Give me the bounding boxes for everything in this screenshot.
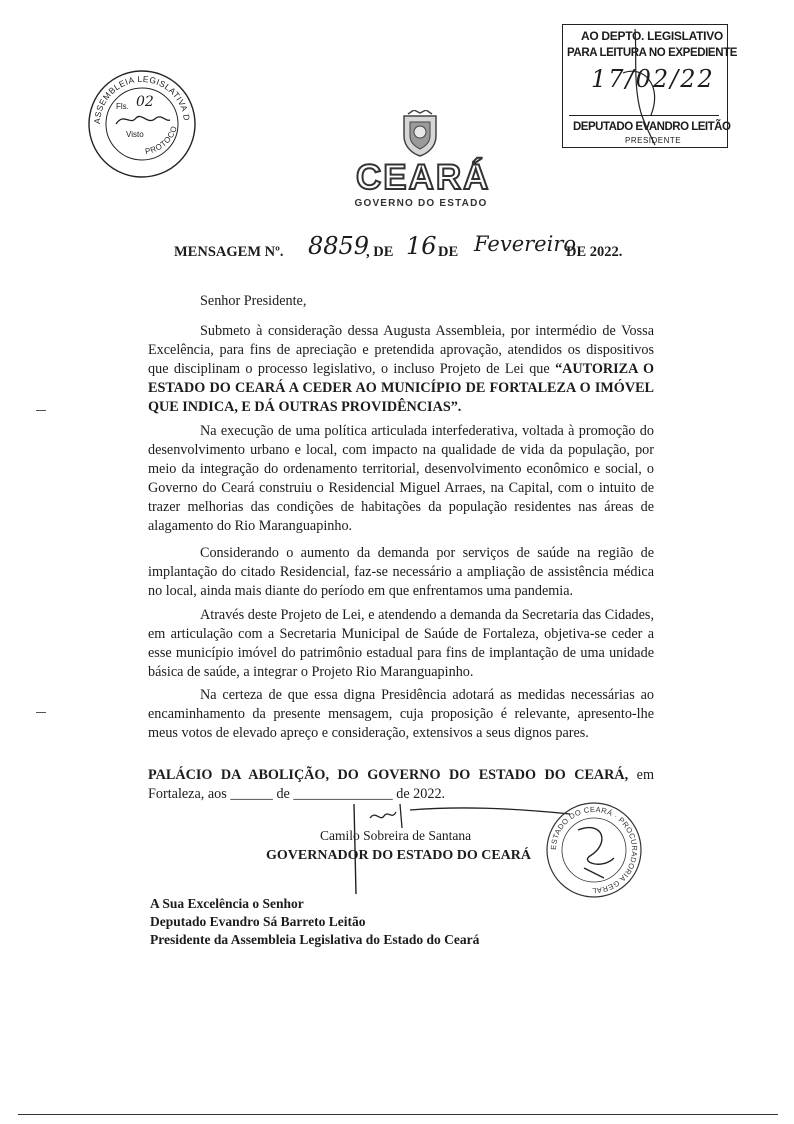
state-title: CEARÁ: [356, 158, 491, 197]
message-de2: DE: [438, 244, 459, 260]
paragraph-2: Na execução de uma política articulada interfederativa, voltada à promoção do desenvolvimento urbano e local, com impacto na qualidade de vida da população, por meio da integração do ordenamento territorial, desenvolvimento econômico e social, o Governo do Ceará construiu o Residencial Miguel Arraes, na Capital, com o intuito de trazer melhorias das condições de habitações da população residentes nas áreas de alagamento do Rio Maranguapinho.: [148, 423, 654, 534]
protocol-ring-text: ASSEMBLEIA LEGISLATIVA D: [91, 73, 192, 125]
receipt-stamp-date: 17/02/22: [591, 65, 715, 93]
margin-mark: [36, 712, 46, 713]
coat-of-arms-icon: [398, 110, 442, 158]
message-de1: , DE: [366, 244, 394, 260]
paragraph-5: Na certeza de que essa digna Presidência adotará as medidas necessárias ao encaminhamento da presente mensagem, cuja proposição é relevante, apresento-lhe meus votos de elevado apreço e consideração, extensivos a seus dignos pares.: [148, 687, 654, 741]
receipt-stamp: [562, 24, 737, 148]
state-subtitle: GOVERNO DO ESTADO: [354, 198, 488, 209]
message-month: Fevereiro: [474, 232, 577, 256]
paragraph-1-bill-title: “AUTORIZA O ESTADO DO CEARÁ A CEDER AO MUNICÍPIO DE FORTALEZA O IMÓVEL QUE INDICA, E DÁ OUTRAS PROVIDÊNCIAS”.: [148, 361, 654, 415]
signature-scribble-stamp: [563, 25, 727, 147]
closing-date: em Fortaleza, aos ______ de ______________ de 2022.: [148, 767, 654, 802]
protocol-rubric: [114, 112, 172, 128]
message-year: DE 2022.: [566, 244, 623, 260]
margin-mark: [36, 410, 46, 411]
salutation: Senhor Presidente,: [200, 293, 307, 309]
message-prefix: MENSAGEM Nº.: [174, 244, 284, 260]
paragraph-4: Através deste Projeto de Lei, e atendendo a demanda da Secretaria das Cidades, em articulação com a Secretaria Municipal de Saúde de Fortaleza, objetiva-se ceder a esse município imóvel do patrimônio estadual para fins de implantação de uma unidade básica de saúde, a integrar o Projeto Rio Maranguapinho.: [148, 607, 654, 680]
message-day: 16: [406, 232, 437, 260]
addressee-line-2: Deputado Evandro Sá Barreto Leitão: [150, 914, 366, 929]
closing-palace: PALÁCIO DA ABOLIÇÃO, DO GOVERNO DO ESTADO DO CEARÁ,: [148, 767, 629, 783]
receipt-stamp-line2: PARA LEITURA NO EXPEDIENTE: [567, 47, 737, 59]
receipt-stamp-deputy: DEPUTADO EVANDRO LEITÃO: [573, 121, 731, 133]
addressee-line-3: Presidente da Assembleia Legislativa do Estado do Ceará: [150, 932, 480, 947]
signer-name: Camilo Sobreira de Santana: [320, 828, 472, 843]
protocol-bottom-text: PROTOCO: [144, 124, 179, 157]
protocol-visto-label: Visto: [126, 130, 144, 139]
procuradoria-stamp: [544, 800, 644, 900]
receipt-stamp-role: PRESIDENTE: [625, 136, 682, 145]
svg-text:ESTADO DO CEARÁ · PROCURADORIA: [549, 805, 639, 895]
addressee-line-1: A Sua Excelência o Senhor: [150, 896, 304, 911]
receipt-stamp-line1: AO DEPTO. LEGISLATIVO: [581, 29, 723, 43]
protocol-fls-value: 02: [136, 94, 154, 110]
protocol-fls-label: Fls.: [116, 102, 129, 111]
paragraph-1: [148, 322, 654, 417]
signer-title: GOVERNADOR DO ESTADO DO CEARÁ: [266, 848, 531, 863]
protocol-stamp: [86, 68, 198, 180]
message-number: 8859: [308, 232, 370, 260]
footer-rule: [18, 1114, 778, 1115]
procuradoria-ring-text: ESTADO DO CEARÁ · PROCURADORIA GERAL: [548, 804, 640, 896]
paragraph-3: Considerando o aumento da demanda por serviços de saúde na região de implantação do citado Residencial, faz-se necessário a ampliação de assistência médica no local, ainda mais diante do período em que enfrentamos uma pandemia.: [148, 545, 654, 599]
paragraph-1-text: Submeto à consideração dessa Augusta Assembleia, por intermédio de Vossa Excelência, para fins de apreciação e pretendida aprovação, atendidos os dispositivos que disciplinam o processo legislativo, o incluso Projeto de Lei que: [148, 323, 654, 377]
